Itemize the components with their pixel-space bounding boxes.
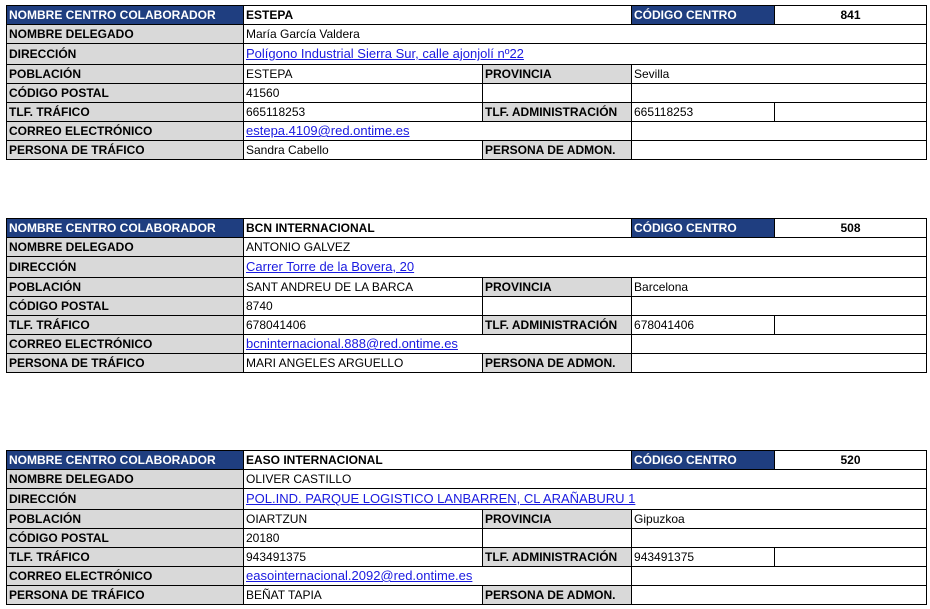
persona-admon-value [632,354,927,373]
tlf-admin-value: 678041406 [632,316,775,335]
label-direccion: DIRECCIÓN [7,257,244,278]
label-correo: CORREO ELECTRÓNICO [7,335,244,354]
center-card [6,450,926,605]
label-codigo-centro: CÓDIGO CENTRO [632,219,775,238]
center-code: 508 [775,219,927,238]
label-nombre-delegado: NOMBRE DELEGADO [7,238,244,257]
empty-cell [483,297,632,316]
direccion-link[interactable]: POL.IND. PARQUE LOGISTICO LANBARREN, CL ARAÑABURU 1 [246,491,636,506]
correo-link[interactable]: estepa.4109@red.ontime.es [246,123,410,138]
label-persona-trafico: PERSONA DE TRÁFICO [7,354,244,373]
empty-cell [775,548,927,567]
poblacion-value: ESTEPA [244,65,483,84]
empty-cell [483,529,632,548]
delegado-value: ANTONIO GALVEZ [244,238,927,257]
empty-cell [632,335,927,354]
label-poblacion: POBLACIÓN [7,510,244,529]
center-card [6,5,926,160]
label-poblacion: POBLACIÓN [7,278,244,297]
empty-cell [483,84,632,103]
center-name: BCN INTERNACIONAL [244,219,632,238]
correo-link[interactable]: bcninternacional.888@red.ontime.es [246,336,458,351]
poblacion-value: OIARTZUN [244,510,483,529]
label-direccion: DIRECCIÓN [7,489,244,510]
label-tlf-admin: TLF. ADMINISTRACIÓN [483,103,632,122]
center-card [6,218,926,373]
label-persona-admon: PERSONA DE ADMON. [483,586,632,605]
empty-cell [775,316,927,335]
label-codigo-postal: CÓDIGO POSTAL [7,84,244,103]
label-nombre-delegado: NOMBRE DELEGADO [7,470,244,489]
persona-trafico-value: BEÑAT TAPIA [244,586,483,605]
label-provincia: PROVINCIA [483,65,632,84]
label-tlf-trafico: TLF. TRÁFICO [7,316,244,335]
correo-link[interactable]: easointernacional.2092@red.ontime.es [246,568,473,583]
center-table [6,450,927,605]
label-tlf-admin: TLF. ADMINISTRACIÓN [483,548,632,567]
label-persona-trafico: PERSONA DE TRÁFICO [7,586,244,605]
label-correo: CORREO ELECTRÓNICO [7,567,244,586]
empty-cell [632,529,927,548]
empty-cell [632,84,927,103]
label-nombre-centro: NOMBRE CENTRO COLABORADOR [7,219,244,238]
tlf-trafico-value: 665118253 [244,103,483,122]
label-codigo-centro: CÓDIGO CENTRO [632,6,775,25]
label-codigo-postal: CÓDIGO POSTAL [7,297,244,316]
label-tlf-admin: TLF. ADMINISTRACIÓN [483,316,632,335]
label-codigo-postal: CÓDIGO POSTAL [7,529,244,548]
center-name: EASO INTERNACIONAL [244,451,632,470]
direccion-link[interactable]: Polígono Industrial Sierra Sur, calle ajonjolí nº22 [246,46,524,61]
label-correo: CORREO ELECTRÓNICO [7,122,244,141]
empty-cell [632,122,927,141]
persona-trafico-value: Sandra Cabello [244,141,483,160]
tlf-admin-value: 665118253 [632,103,775,122]
persona-trafico-value: MARI ANGELES ARGUELLO [244,354,483,373]
delegado-value: OLIVER CASTILLO [244,470,927,489]
codigo-postal-value: 20180 [244,529,483,548]
persona-admon-value [632,141,927,160]
persona-admon-value [632,586,927,605]
label-persona-trafico: PERSONA DE TRÁFICO [7,141,244,160]
direccion-link[interactable]: Carrer Torre de la Bovera, 20 [246,259,415,274]
provincia-value: Gipuzkoa [632,510,927,529]
label-codigo-centro: CÓDIGO CENTRO [632,451,775,470]
empty-cell [632,567,927,586]
label-tlf-trafico: TLF. TRÁFICO [7,103,244,122]
delegado-value: María García Valdera [244,25,927,44]
provincia-value: Sevilla [632,65,927,84]
label-direccion: DIRECCIÓN [7,44,244,65]
label-nombre-centro: NOMBRE CENTRO COLABORADOR [7,6,244,25]
label-persona-admon: PERSONA DE ADMON. [483,354,632,373]
label-persona-admon: PERSONA DE ADMON. [483,141,632,160]
label-poblacion: POBLACIÓN [7,65,244,84]
tlf-trafico-value: 943491375 [244,548,483,567]
label-nombre-delegado: NOMBRE DELEGADO [7,25,244,44]
label-provincia: PROVINCIA [483,278,632,297]
tlf-admin-value: 943491375 [632,548,775,567]
center-code: 841 [775,6,927,25]
center-code: 520 [775,451,927,470]
empty-cell [632,297,927,316]
empty-cell [775,103,927,122]
center-table [6,218,927,373]
provincia-value: Barcelona [632,278,927,297]
label-tlf-trafico: TLF. TRÁFICO [7,548,244,567]
codigo-postal-value: 8740 [244,297,483,316]
tlf-trafico-value: 678041406 [244,316,483,335]
center-table [6,5,927,160]
codigo-postal-value: 41560 [244,84,483,103]
center-name: ESTEPA [244,6,632,25]
label-provincia: PROVINCIA [483,510,632,529]
label-nombre-centro: NOMBRE CENTRO COLABORADOR [7,451,244,470]
poblacion-value: SANT ANDREU DE LA BARCA [244,278,483,297]
